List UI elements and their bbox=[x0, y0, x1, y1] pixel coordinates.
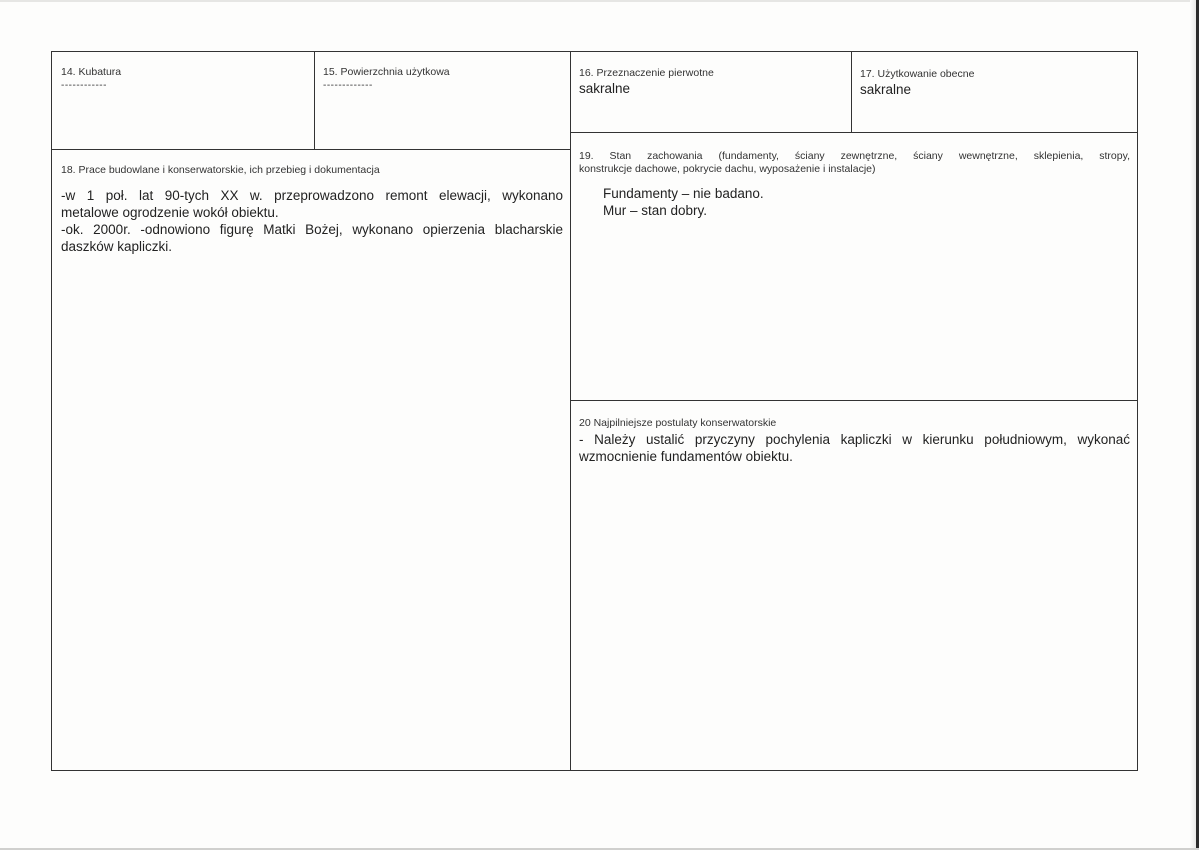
divider-horizontal-right-middle bbox=[570, 400, 1137, 401]
field-19-line-1: Fundamenty – nie badano. bbox=[603, 186, 764, 201]
field-16-value: sakralne bbox=[579, 81, 631, 96]
field-14-value: ------------ bbox=[61, 80, 107, 91]
field-14-kubatura bbox=[61, 66, 306, 91]
divider-horizontal-right-top bbox=[570, 132, 1137, 133]
divider-vertical-14-15 bbox=[314, 52, 315, 149]
field-14-label: 14. Kubatura bbox=[61, 66, 122, 78]
field-15-value: ------------- bbox=[323, 80, 373, 91]
form-sheet bbox=[51, 51, 1138, 771]
field-18-content bbox=[61, 187, 563, 255]
field-17-uzytkowanie bbox=[860, 68, 1130, 98]
field-17-label: 17. Użytkowanie obecne bbox=[860, 68, 975, 80]
divider-vertical-16-17 bbox=[851, 52, 852, 132]
field-20-label: 20 Najpilniejsze postulaty konserwatorskie bbox=[579, 417, 777, 429]
field-16-przeznaczenie bbox=[579, 67, 844, 97]
field-18-label: 18. Prace budowlane i konserwatorskie, ich przebieg i dokumentacja bbox=[61, 164, 380, 176]
field-19-content bbox=[579, 185, 1130, 219]
divider-vertical-main bbox=[570, 52, 571, 770]
field-16-label: 16. Przeznaczenie pierwotne bbox=[579, 67, 714, 79]
field-18-line-4: daszków kapliczki. bbox=[61, 239, 173, 254]
field-19-line-2: Mur – stan dobry. bbox=[603, 203, 708, 218]
divider-horizontal-left-top bbox=[52, 149, 570, 150]
field-19-stan-zachowania bbox=[579, 150, 1130, 219]
field-20-line-1: - Należy ustalić przyczyny pochylenia kapliczki w kierunku południowym, wykonać bbox=[579, 432, 1130, 447]
field-20-content bbox=[579, 431, 1130, 465]
field-18-line-1: -w 1 poł. lat 90-tych XX w. przeprowadzono remont elewacji, wykonano bbox=[61, 188, 563, 203]
field-20-postulaty bbox=[579, 417, 1130, 465]
field-20-line-2: wzmocnienie fundamentów obiektu. bbox=[579, 449, 793, 464]
page-edge-top bbox=[0, 0, 1199, 2]
field-15-powierzchnia bbox=[323, 66, 563, 91]
field-18-line-2: metalowe ogrodzenie wokół obiektu. bbox=[61, 205, 279, 220]
field-19-label-line-2: konstrukcje dachowe, pokrycie dachu, wyposażenie i instalacje) bbox=[579, 163, 876, 175]
field-18-line-3: -ok. 2000r. -odnowiono figurę Matki Bożej, wykonano opierzenia blacharskie bbox=[61, 222, 563, 237]
field-18-prace bbox=[61, 164, 563, 255]
field-17-value: sakralne bbox=[860, 82, 912, 97]
field-19-label-line-1: 19. Stan zachowania (fundamenty, ściany zewnętrzne, ściany wewnętrzne, sklepienia, stropy, bbox=[579, 150, 1130, 162]
field-15-label: 15. Powierzchnia użytkowa bbox=[323, 66, 450, 78]
